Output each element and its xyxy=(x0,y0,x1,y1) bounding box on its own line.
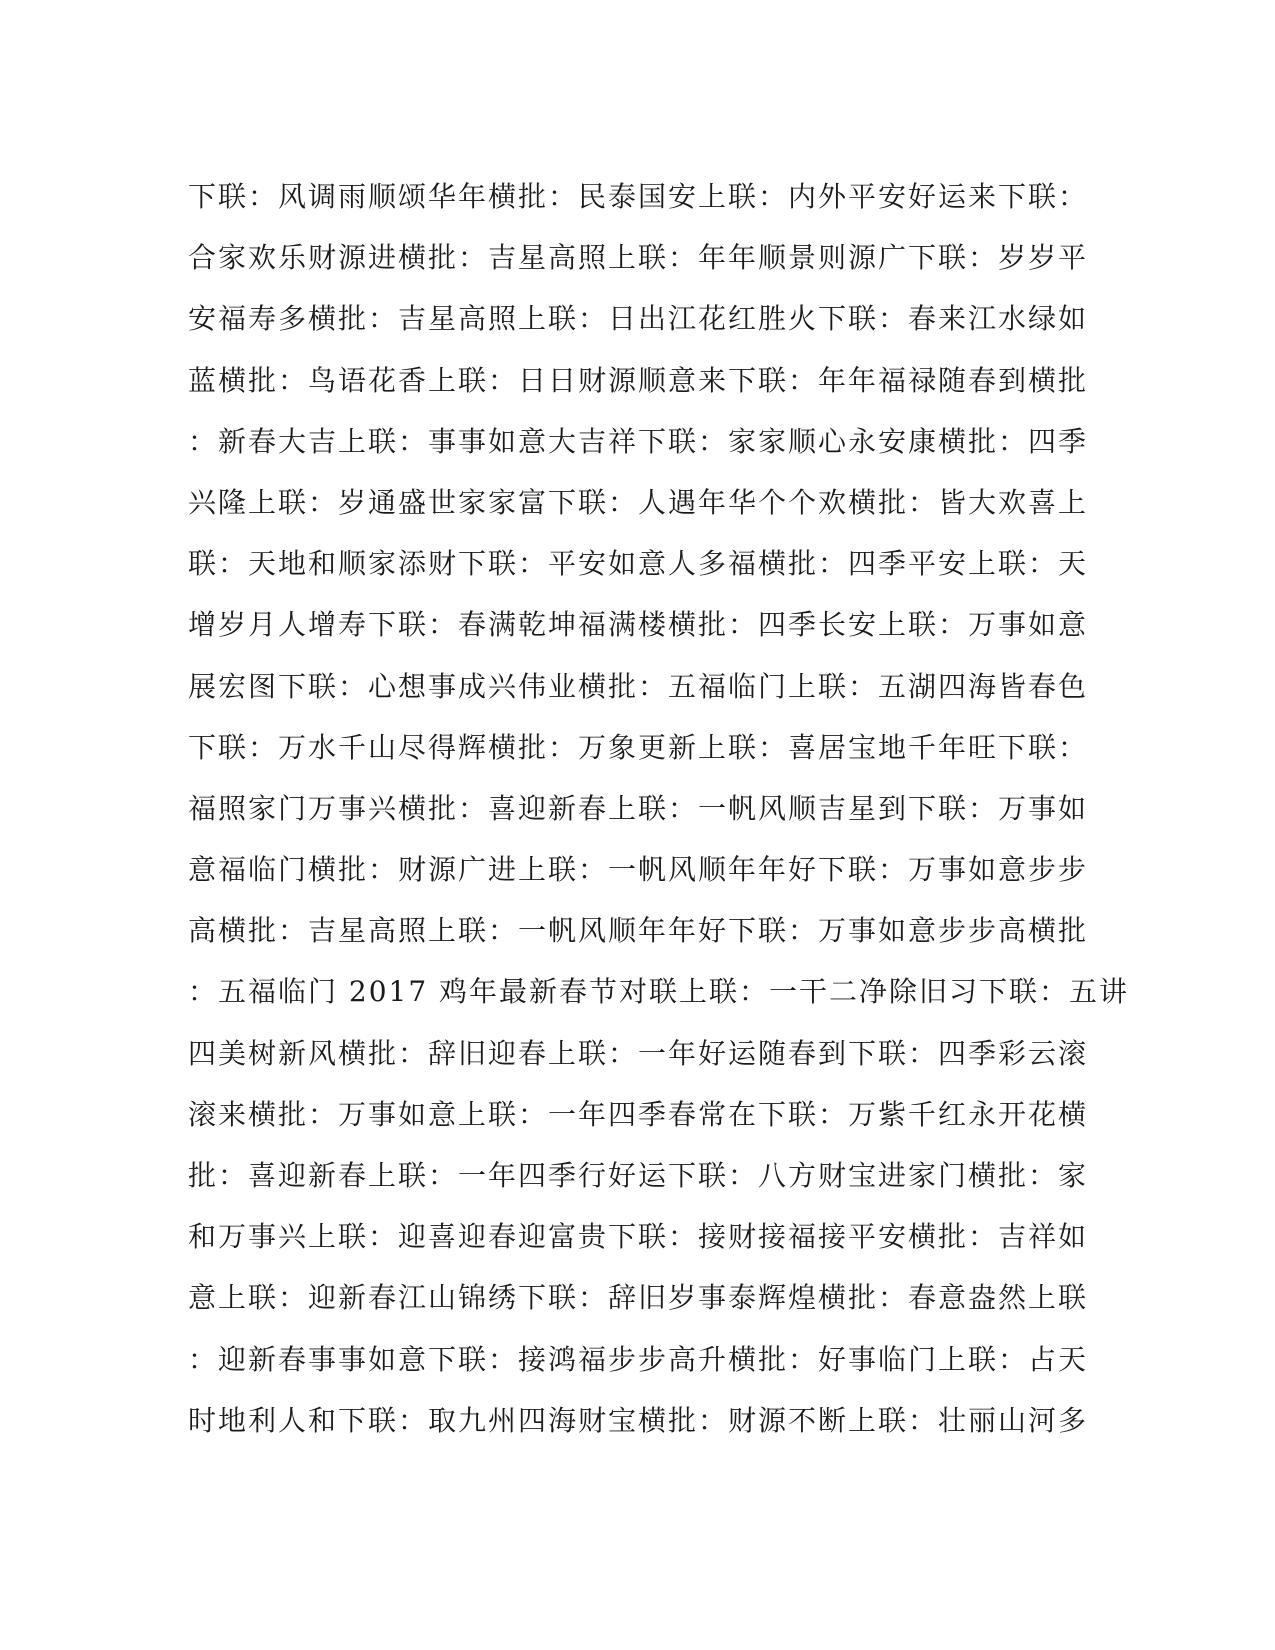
text-line: 下联：万水千山尽得辉横批：万象更新上联：喜居宝地千年旺下联： xyxy=(188,730,1089,764)
text-line: 下联：风调雨顺颂华年横批：民泰国安上联：内外平安好运来下联： xyxy=(188,180,1089,213)
text-line: 意福临门横批：财源广进上联：一帆风顺年年好下联：万事如意步步 xyxy=(188,853,1089,887)
text-line: 意上联：迎新春江山锦绣下联：辞旧岁事泰辉煌横批：春意盎然上联 xyxy=(188,1281,1089,1315)
text-line: 高横批：吉星高照上联：一帆风顺年年好下联：万事如意步步高横批 xyxy=(188,914,1089,948)
text-line: 兴隆上联：岁通盛世家家富下联：人遇年华个个欢横批：皆大欢喜上 xyxy=(188,485,1089,519)
text-line: 联：天地和顺家添财下联：平安如意人多福横批：四季平安上联：天 xyxy=(188,547,1089,581)
text-line: 展宏图下联：心想事成兴伟业横批：五福临门上联：五湖四海皆春色 xyxy=(188,669,1089,703)
text-line: 增岁月人增寿下联：春满乾坤福满楼横批：四季长安上联：万事如意 xyxy=(188,608,1089,642)
text-line: ：新春大吉上联：事事如意大吉祥下联：家家顺心永安康横批：四季 xyxy=(188,424,1089,458)
text-line: 蓝横批：鸟语花香上联：日日财源顺意来下联：年年福禄随春到横批 xyxy=(188,363,1089,397)
text-line: 安福寿多横批：吉星高照上联：日出江花红胜火下联：春来江水绿如 xyxy=(188,302,1089,336)
text-line: 合家欢乐财源进横批：吉星高照上联：年年顺景则源广下联：岁岁平 xyxy=(188,241,1089,275)
text-line: 和万事兴上联：迎喜迎春迎富贵下联：接财接福接平安横批：吉祥如 xyxy=(188,1220,1089,1254)
text-line: 四美树新风横批：辞旧迎春上联：一年好运随春到下联：四季彩云滚 xyxy=(188,1036,1089,1070)
text-line: 批：喜迎新春上联：一年四季行好运下联：八方财宝进家门横批：家 xyxy=(188,1159,1089,1192)
text-line: ：五福临门 2017 鸡年最新春节对联上联：一干二净除旧习下联：五讲 xyxy=(188,975,1130,1009)
text-line: 时地利人和下联：取九州四海财宝横批：财源不断上联：壮丽山河多 xyxy=(188,1403,1089,1437)
text-line: 福照家门万事兴横批：喜迎新春上联：一帆风顺吉星到下联：万事如 xyxy=(188,791,1089,825)
text-line: 滚来横批：万事如意上联：一年四季春常在下联：万紫千红永开花横 xyxy=(188,1097,1089,1131)
text-line: ：迎新春事事如意下联：接鸿福步步高升横批：好事临门上联：占天 xyxy=(188,1342,1089,1376)
body-text xyxy=(188,166,1130,1451)
